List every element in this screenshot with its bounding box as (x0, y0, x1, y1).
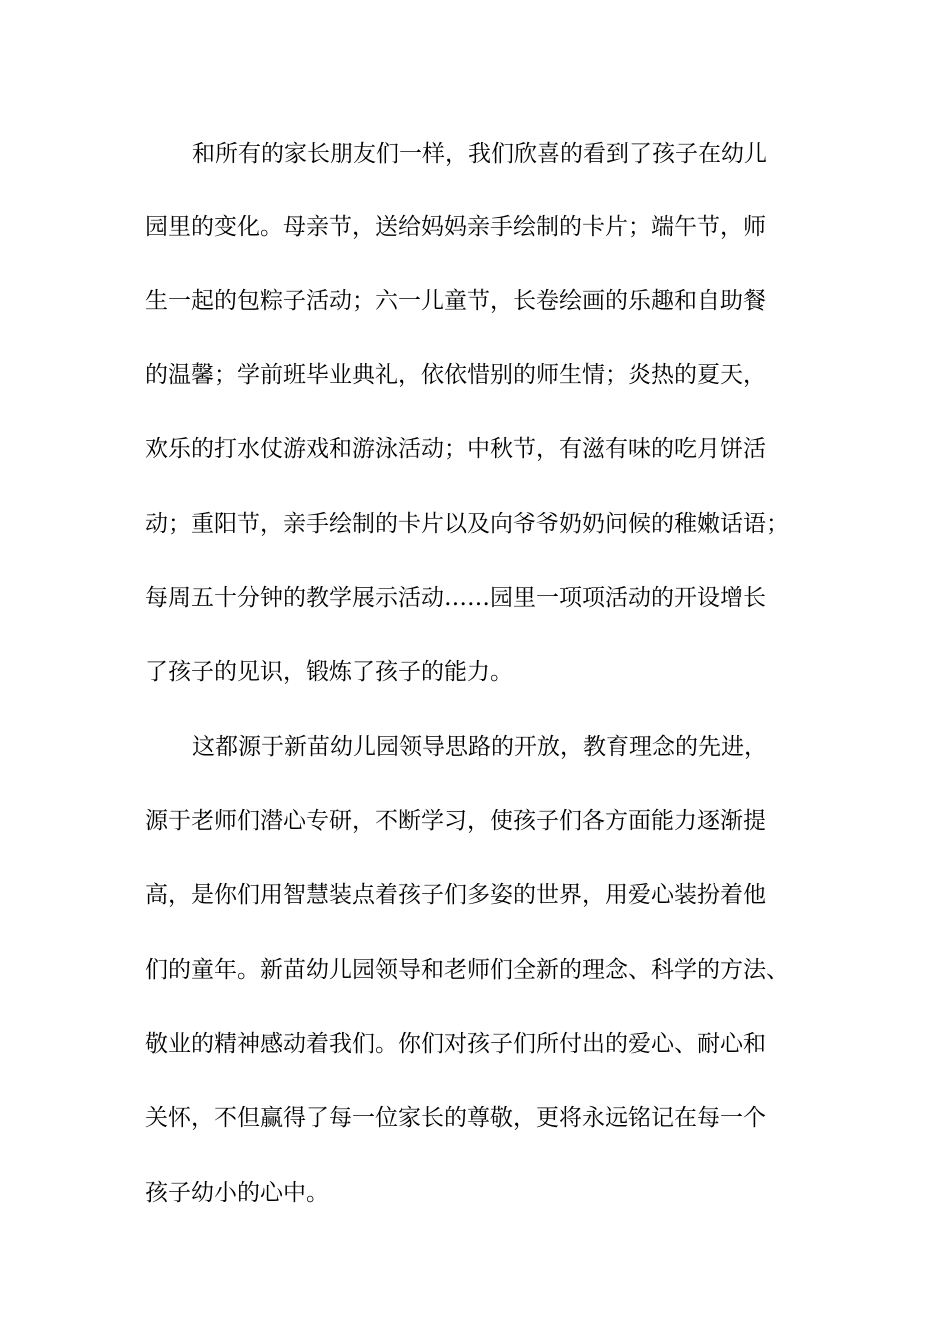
paragraph-line: 这都源于新苗幼儿园领导思路的开放，教育理念的先进， (192, 734, 767, 760)
paragraph-line: 和所有的家长朋友们一样，我们欣喜的看到了孩子在幼儿 (192, 141, 767, 167)
paragraph-line: 高，是你们用智慧装点着孩子们多姿的世界，用爱心装扮着他 (145, 882, 766, 908)
paragraph-line: 每周五十分钟的教学展示活动……园里一项项活动的开设增长 (145, 585, 766, 611)
paragraph-line: 们的童年。新苗幼儿园领导和老师们全新的理念、科学的方法、 (145, 957, 789, 983)
paragraph-line: 园里的变化。母亲节，送给妈妈亲手绘制的卡片；端午节，师 (145, 214, 766, 240)
paragraph-line: 动；重阳节，亲手绘制的卡片以及向爷爷奶奶问候的稚嫩话语； (145, 511, 789, 537)
paragraph-line: 的温馨；学前班毕业典礼，依依惜别的师生情；炎热的夏天， (145, 362, 766, 388)
paragraph-line: 欢乐的打水仗游戏和游泳活动；中秋节，有滋有味的吃月饼活 (145, 436, 766, 462)
paragraph-line: 了孩子的见识，锻炼了孩子的能力。 (145, 659, 513, 685)
paragraph-line: 关怀，不但赢得了每一位家长的尊敬，更将永远铭记在每一个 (145, 1105, 766, 1131)
paragraph-line: 生一起的包粽子活动；六一儿童节，长卷绘画的乐趣和自助餐 (145, 288, 766, 314)
paragraph-line: 孩子幼小的心中。 (145, 1180, 329, 1206)
paragraph-line: 敬业的精神感动着我们。你们对孩子们所付出的爱心、耐心和 (145, 1031, 766, 1057)
paragraph-line: 源于老师们潜心专研，不断学习，使孩子们各方面能力逐渐提 (145, 808, 766, 834)
